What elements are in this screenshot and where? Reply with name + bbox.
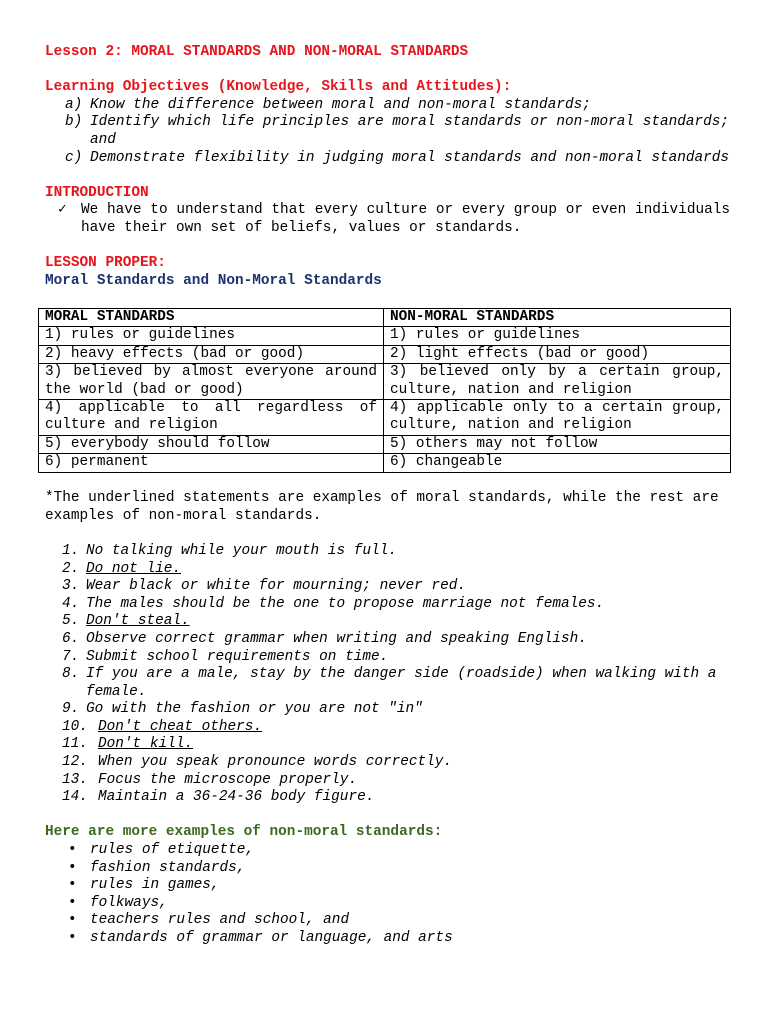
list-item [45,895,730,913]
table-cell: 3) believed only by a certain group, culture, nation and religion [384,364,731,400]
table-header-cell: NON-MORAL STANDARDS [384,308,731,326]
list-number: 3. [62,578,80,595]
checkmark-icon: ✓ [58,202,67,219]
table-cell: 4) applicable to all regardless of culture and religion [39,399,384,435]
table-row [39,399,731,435]
underline-note: *The underlined statements are examples of moral standards, while the rest are examples of non-moral standards. [45,490,719,524]
list-number: 10. [62,718,88,735]
bullet-icon: • [68,859,77,876]
objectives-heading: Learning Objectives (Knowledge, Skills and Attitudes): [45,79,512,96]
objective-marker: b) [65,114,83,131]
list-item [45,613,730,631]
table-row [39,345,731,363]
example-text: When you speak pronounce words correctly. [98,754,453,771]
list-number: 7. [62,648,80,665]
table-header-row [39,308,731,326]
standards-table [38,308,731,473]
list-item [45,930,730,948]
list-item [45,719,730,737]
introduction-item [45,202,730,237]
list-item [45,649,730,667]
lesson-title: Lesson 2: MORAL STANDARDS AND NON-MORAL STANDARDS [45,44,469,60]
examples-list [45,543,730,807]
list-number: 14. [62,789,88,806]
example-text-moral: Don't kill. [98,736,193,753]
list-number: 5. [62,613,80,630]
bullet-icon: • [68,930,77,946]
example-text: Maintain a 36-24-36 body figure. [98,789,375,806]
table-cell: 6) permanent [39,454,384,472]
list-number: 2. [62,560,80,577]
example-text-moral: Do not lie. [86,560,181,577]
table-cell: 2) light effects (bad or good) [384,345,731,363]
bullet-text: rules of etiquette, [90,842,255,859]
example-text: No talking while your mouth is full. [86,542,397,559]
list-number: 12. [62,754,88,771]
objective-marker: c) [65,149,83,166]
table-cell: 1) rules or guidelines [384,327,731,345]
list-item [45,631,730,649]
bullet-text: standards of grammar or language, and arts [90,930,453,946]
objectives-list [45,97,730,167]
example-text-moral: Don't cheat others. [98,718,263,735]
objective-marker: a) [65,96,83,113]
list-item [45,701,730,719]
list-item [45,842,730,860]
more-examples-heading: Here are more examples of non-moral standards: [45,824,443,841]
table-row [39,364,731,400]
example-text: Focus the microscope properly. [98,771,358,788]
list-item [45,561,730,579]
list-item [45,578,730,596]
example-text: Go with the fashion or you are not "in" [86,701,423,718]
list-number: 9. [62,701,80,718]
list-item [45,543,730,561]
list-item [45,772,730,790]
bullet-icon: • [68,894,77,911]
list-item [45,754,730,772]
document-page [45,44,730,948]
objective-item [45,150,730,168]
example-text-moral: Don't steal. [86,613,190,630]
objective-text: Identify which life principles are moral standards or non-moral standards; and [90,114,730,148]
list-item [45,736,730,754]
list-item [45,877,730,895]
example-text: Submit school requirements on time. [86,648,389,665]
bullet-text: folkways, [90,894,168,911]
table-cell: 5) everybody should follow [39,435,384,453]
example-text: Observe correct grammar when writing and speaking English. [86,630,587,647]
list-number: 1. [62,542,80,559]
list-item [45,596,730,614]
bullet-icon: • [68,912,77,929]
list-number: 11. [62,736,88,753]
list-number: 4. [62,595,80,612]
lesson-subheading: Moral Standards and Non-Moral Standards [45,272,382,289]
bullet-text: teachers rules and school, and [90,912,350,929]
table-row [39,454,731,472]
table-row [39,327,731,345]
example-text: Wear black or white for mourning; never red. [86,578,466,595]
bullet-text: rules in games, [90,877,220,894]
table-cell: 2) heavy effects (bad or good) [39,345,384,363]
list-number: 13. [62,771,88,788]
introduction-text: We have to understand that every culture or every group or even individuals have their own set of beliefs, values or standards. [81,202,730,236]
bullet-text: fashion standards, [90,859,246,876]
introduction-heading: INTRODUCTION [45,184,149,201]
lesson-proper-heading: LESSON PROPER: [45,255,166,272]
list-item [45,789,730,807]
list-number: 8. [62,666,80,683]
bullet-icon: • [68,842,77,859]
table-cell: 1) rules or guidelines [39,327,384,345]
example-text: The males should be the one to propose marriage not females. [86,595,605,612]
list-item [45,666,730,701]
objective-item [45,97,730,115]
list-item [45,912,730,930]
list-item [45,860,730,878]
table-row [39,435,731,453]
table-cell: 6) changeable [384,454,731,472]
bullet-icon: • [68,877,77,894]
example-text: If you are a male, stay by the danger side (roadside) when walking with a female. [86,666,717,700]
objective-item [45,114,730,149]
objective-text: Demonstrate flexibility in judging moral standards and non-moral standards [90,149,730,166]
table-cell: 3) believed by almost everyone around the world (bad or good) [39,364,384,400]
table-cell: 5) others may not follow [384,435,731,453]
table-cell: 4) applicable only to a certain group, culture, nation and religion [384,399,731,435]
more-examples-list [45,842,730,948]
objective-text: Know the difference between moral and non-moral standards; [90,96,591,113]
table-header-cell: MORAL STANDARDS [39,308,384,326]
list-number: 6. [62,630,80,647]
